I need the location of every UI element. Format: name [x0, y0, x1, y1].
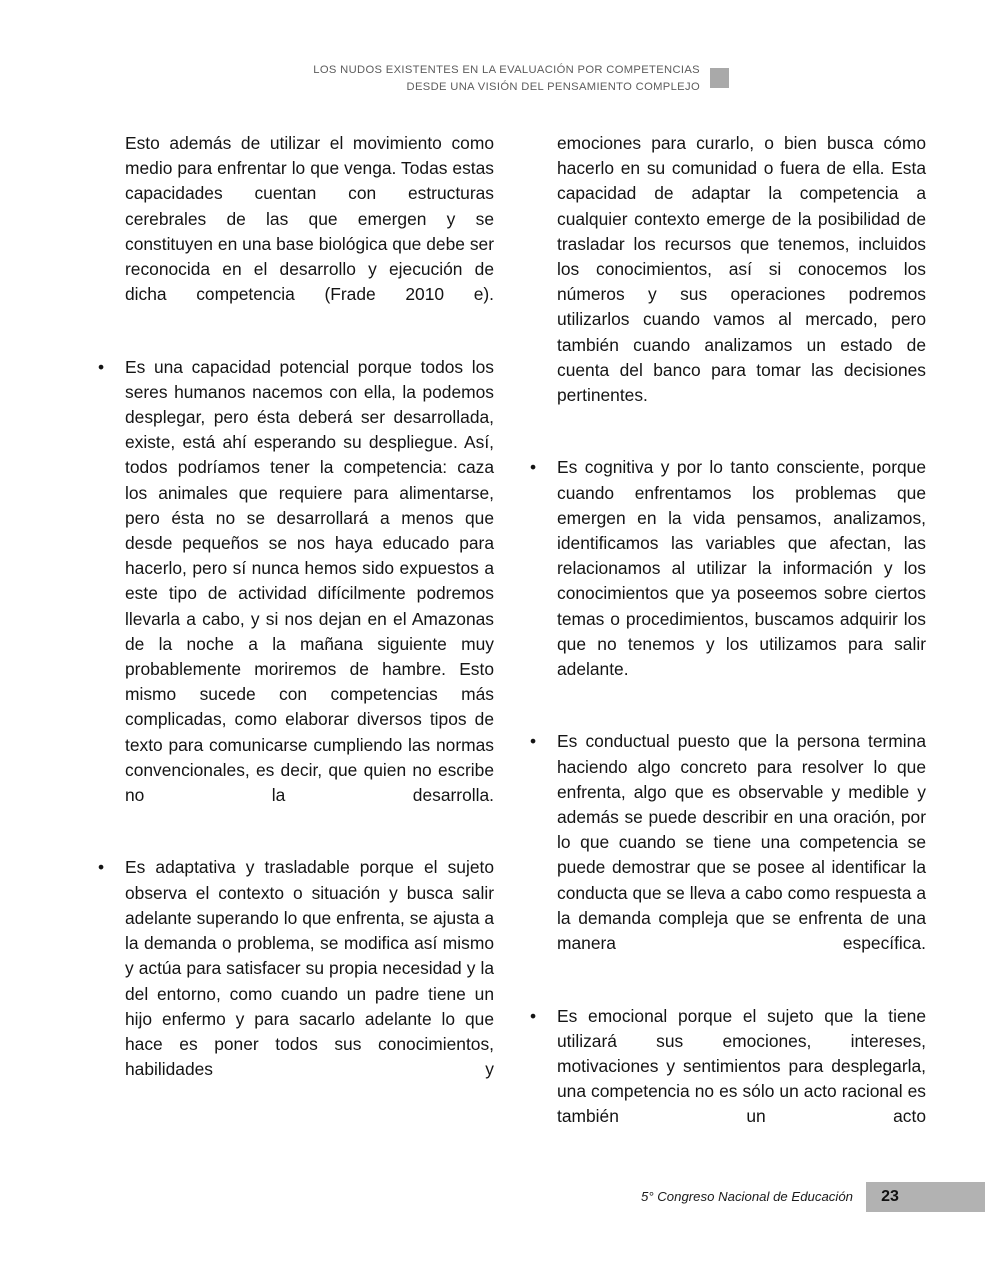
running-head — [0, 62, 700, 96]
body-bullet-paragraph — [530, 1004, 926, 1155]
header-square-marker-icon — [710, 68, 729, 88]
body-paragraph-text: Es emocional porque el sujeto que la tiene utilizará sus emociones, intereses, motivaciones y sentimientos para desplegarla, una competencia no es sólo un acto racional es también un acto — [557, 1005, 926, 1127]
body-paragraph: emociones para curarlo, o bien busca cómo hacerlo en su comunidad o fuera de ella. Esta capacidad de adaptar la competencia a cualquier contexto emerge de la posibilidad de trasladar los recursos que tenemos, incluidos los conocimientos, así si conocemos los números y sus operaciones podremos utilizarlos cuando vamos al mercado, pero también cuando analizamos un estado de cuenta del banco para tomar las decisiones pertinentes. — [557, 133, 926, 406]
bullet-dot-icon: • — [530, 457, 537, 478]
body-paragraph-text: Es conductual puesto que la persona termina haciendo algo concreto para resolver lo que enfrenta, algo que es observable y medible y además se puede describir en una oración, por lo que cuando se tiene una competencia se puede demostrar que se posee al identificar la conducta que se lleva a cabo como respuesta a la demanda compleja que se enfrenta de una manera específica. — [557, 731, 926, 954]
body-paragraph-text: Es una capacidad potencial porque todos los seres humanos nacemos con ella, la podemos desplegar, pero ésta deberá ser desarrollada, existe, está ahí esperando su despliegue. Así, todos podríamos tener la competencia: caza los animales que requiere para alimentarse, pero ésta no se desarrollará a menos que desde pequeños se nos haya educado para hacerlo, pero sí nunca hemos sido expuestos a este tipo de actividad difícilmente podremos llevarla a cabo, y si nos dejan en el Amazonas de la noche a la mañana siguiente muy probablemente moriremos de hambre. Esto mismo sucede con competencias más complicadas, como elaborar diversos tipos de texto para comunicarse cumpliendo las normas convencionales, es decir, que quien no escribe no la desarrolla. — [125, 356, 494, 806]
column-left — [98, 131, 494, 1130]
body-columns — [98, 131, 926, 1151]
footer-page-number: 23 — [881, 1188, 899, 1205]
running-head-line-1: LOS NUDOS EXISTENTES EN LA EVALUACIÓN POR COMPETENCIAS — [313, 64, 700, 76]
body-paragraph-text: Es adaptativa y trasladable porque el sujeto observa el contexto o situación y busca salir adelante superando lo que enfrenta, se ajusta a la demanda o problema, se modifica así mismo y actúa para satisfacer su propia necesidad y la del entorno, como cuando un padre tiene un hijo enfermo y para sacarlo adelante lo que hace es poner todos sus conocimientos, habilidades y — [125, 857, 494, 1080]
column-right — [530, 131, 926, 1177]
body-paragraph: Esto además de utilizar el movimiento como medio para enfrentar lo que venga. Todas estas capacidades cuentan con estructuras cerebrales de las que emergen y se constituyen en una base biológica que debe ser reconocida en el desarrollo y ejecución de dicha competencia (Frade 2010 e). — [125, 133, 494, 305]
body-bullet-paragraph — [98, 355, 494, 834]
body-paragraph-text: Es cognitiva y por lo tanto consciente, porque cuando enfrentamos los problemas que emergen en la vida pensamos, analizamos, identificamos las variables que afectan, las relacionamos al utilizar la información y los conocimientos que ya poseemos sobre ciertos temas o procedimientos, buscamos adquirir los que no tenemos y los utilizamos para salir adelante. — [557, 457, 926, 680]
body-bullet-paragraph — [530, 729, 926, 981]
bullet-dot-icon: • — [98, 857, 105, 878]
body-bullet-paragraph — [530, 455, 926, 707]
bullet-dot-icon: • — [98, 356, 105, 377]
bullet-dot-icon: • — [530, 731, 537, 752]
page-footer — [0, 1182, 996, 1216]
running-head-line-2: DESDE UNA VISIÓN DEL PENSAMIENTO COMPLEJO — [406, 81, 700, 93]
bullet-dot-icon: • — [530, 1005, 537, 1026]
footer-conference-title: 5° Congreso Nacional de Educación — [640, 1189, 853, 1204]
body-bullet-paragraph — [98, 855, 494, 1107]
